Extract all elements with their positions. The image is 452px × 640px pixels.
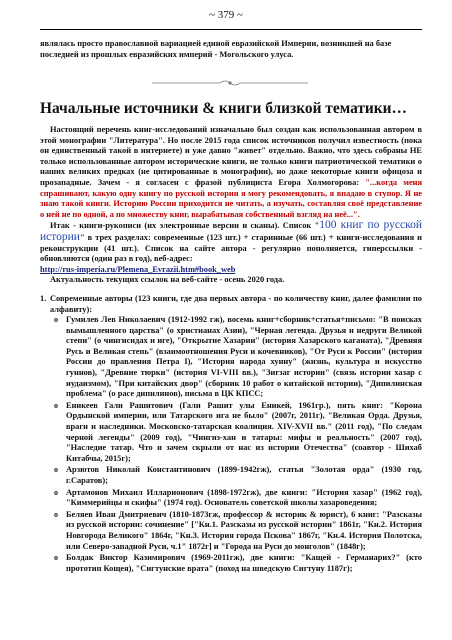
list-heading — [40, 294, 422, 315]
author-entry: Болдак Виктор Казимирович (1969-2011гж), две книги: "Кащей - Германарих?" (кто прототип Кощея), "Сигтунские врата" (поход на шведскую Сигтуну 1187г); — [66, 553, 422, 573]
bullet-icon: o — [54, 509, 58, 519]
bullet-icon: o — [54, 315, 58, 325]
author-entry: Арзютов Николай Константинович (1899-1942гж), статья "Золотая орда" (1930 год, г.Саратов); — [66, 465, 422, 485]
list-item — [54, 510, 422, 552]
section-title: Начальные источники & книги близкой тематики… — [40, 100, 407, 117]
paragraph-1 — [40, 125, 422, 220]
bullet-icon: o — [54, 487, 58, 497]
list-item — [54, 315, 422, 400]
list-item — [54, 465, 422, 486]
page-number: ~ 379 ~ — [209, 9, 243, 21]
book-list-title: 100 книг по русской истории — [40, 219, 422, 243]
list-heading-text: Современные авторы (123 книги, где два первых автора - по количеству книг, далее фамилии по алфавиту): — [50, 293, 422, 314]
list-item — [54, 553, 422, 574]
bullet-icon: o — [54, 465, 58, 475]
paragraph-2-rest: " в трех разделах: современные (123 шт.) + старинные (66 шт.) + книги-исследования и реконструкции (41 шт.). Список на сайте автора - регулярно пополняется, гиперссылки - обновляются (один раз в год), веб-адрес: — [40, 232, 422, 264]
paragraph-2-lead: Итак - книги-рукописи (их электронные версии и сканы). Список " — [50, 221, 320, 231]
author-entry: Гумилев Лев Николаевич (1912-1992 гж), восемь книг+сборник+статья+письмо: "В поисках вымышленного царства" (о христианах Азии), "Черная легенда. Друзья и недруги Великой степи" (о чингисидах и иге), "Открытие Хазарии" (история Хазарского каганата), "Древняя Русь и Великая степь" (взаимоотношения Руси и кочевников), "От Руси к России" (история России до правления Петра I), "История народа хунну" (жизнь, культура и искусство гуннов), "Древние тюрки" (история VI-VIII вв.), "Зигзаг истории" (связь истории хазар с иудаизмом), "При китайских двор" (сборник 10 работ о китайской истории), "Дипилинская проблема" (о расе дипилинов), письма в ЦК КПСС; — [66, 315, 422, 399]
author-entry: Артамонов Михаил Илларионович (1898-1972гж), две книги: "История хазар" (1962 год), "Киммерийцы и скифы" (1974 год). Основатель советской школы хазароведения; — [66, 487, 422, 508]
author-entry: Беляев Иван Дмитриевич (1810-1873гж, профессор & историк & юрист), 6 книг: "Разсказы из русской истории: сочинение" ["Кн.1. Разсказы из русской истории" 1861г, "Кн.2. История Новгорода Великого" 1864г, "Кн.3. История города Пскова" 1867г, "Кн.4. История Полотска, или Северо-западной Руси, ч.1" 1872г] и "Города на Руси до монголов" (1848г); — [66, 509, 422, 551]
list-item — [54, 488, 422, 509]
bullet-icon: o — [54, 553, 58, 563]
section-body — [40, 125, 422, 574]
author-entry: Еникеев Гали Рашитович (Гали Рашит улы Еникей, 1961гр.), пять книг: "Корона Ордынской империи, или Татарского ига не было" (2007г, 2011г), "Великая Орда. Друзья, враги и наследники. Московско-татарская коалиция. XIV-XVII вв." (2011 год), "По следам черной легенды" (2009 год), "Чингиз-хан и татары: мифы и реальность" (2007 год), "Наследие татар. Что и зачем скрыли от нас из истории Отечества" (соавтор - Шихаб Китабчы, 2015г); — [66, 400, 422, 463]
paragraph-2 — [40, 220, 422, 275]
ornament-divider — [150, 78, 310, 88]
paragraph-1-text: Настоящий перечень книг-исследований изначально был создан как использованная автором в этой монографии "Литература". Но после 2015 года список источников получил известность (пока он единственный такой в интернете) и уже давно "живет" отдельно. Важно, что здесь собраны НЕ только использованные автором исторические книги, не только книги патриотической тематики о наших великих предках (не цитированные в монографии), но даже некоторые книги офицоза и прозападные. Зачем - я согласен с фразой публициста Егора Холмогорова: — [40, 125, 422, 187]
author-list — [40, 315, 422, 574]
list-number: 1. — [40, 293, 47, 303]
holmogorov-quote: "...когда меня спрашивают, какую одну книгу по русской истории я могу рекомендовать, я впадаю в ступор. Я не знаю такой книги. Историю России приходится не читать, а изучать, составляя своё представление о ней не по одной, а по множеству книг, вырабатывая собственный взгляд на неё...". — [40, 177, 423, 219]
intro-paragraph: являлась просто православной вариацией единой евразийской Империи, возникшей на базе последней из прошлых евразийских империй - Могольского улуса. — [40, 39, 392, 59]
header-rule — [40, 29, 422, 30]
freshness-note: Актуальность текущих ссылок на веб-сайте - осень 2020 года. — [50, 275, 285, 285]
bullet-icon: o — [54, 400, 58, 410]
list-item — [54, 401, 422, 465]
source-link[interactable]: http://rus-imperia.ru/Plemena_Evrazii.htm#book_web — [40, 264, 236, 274]
